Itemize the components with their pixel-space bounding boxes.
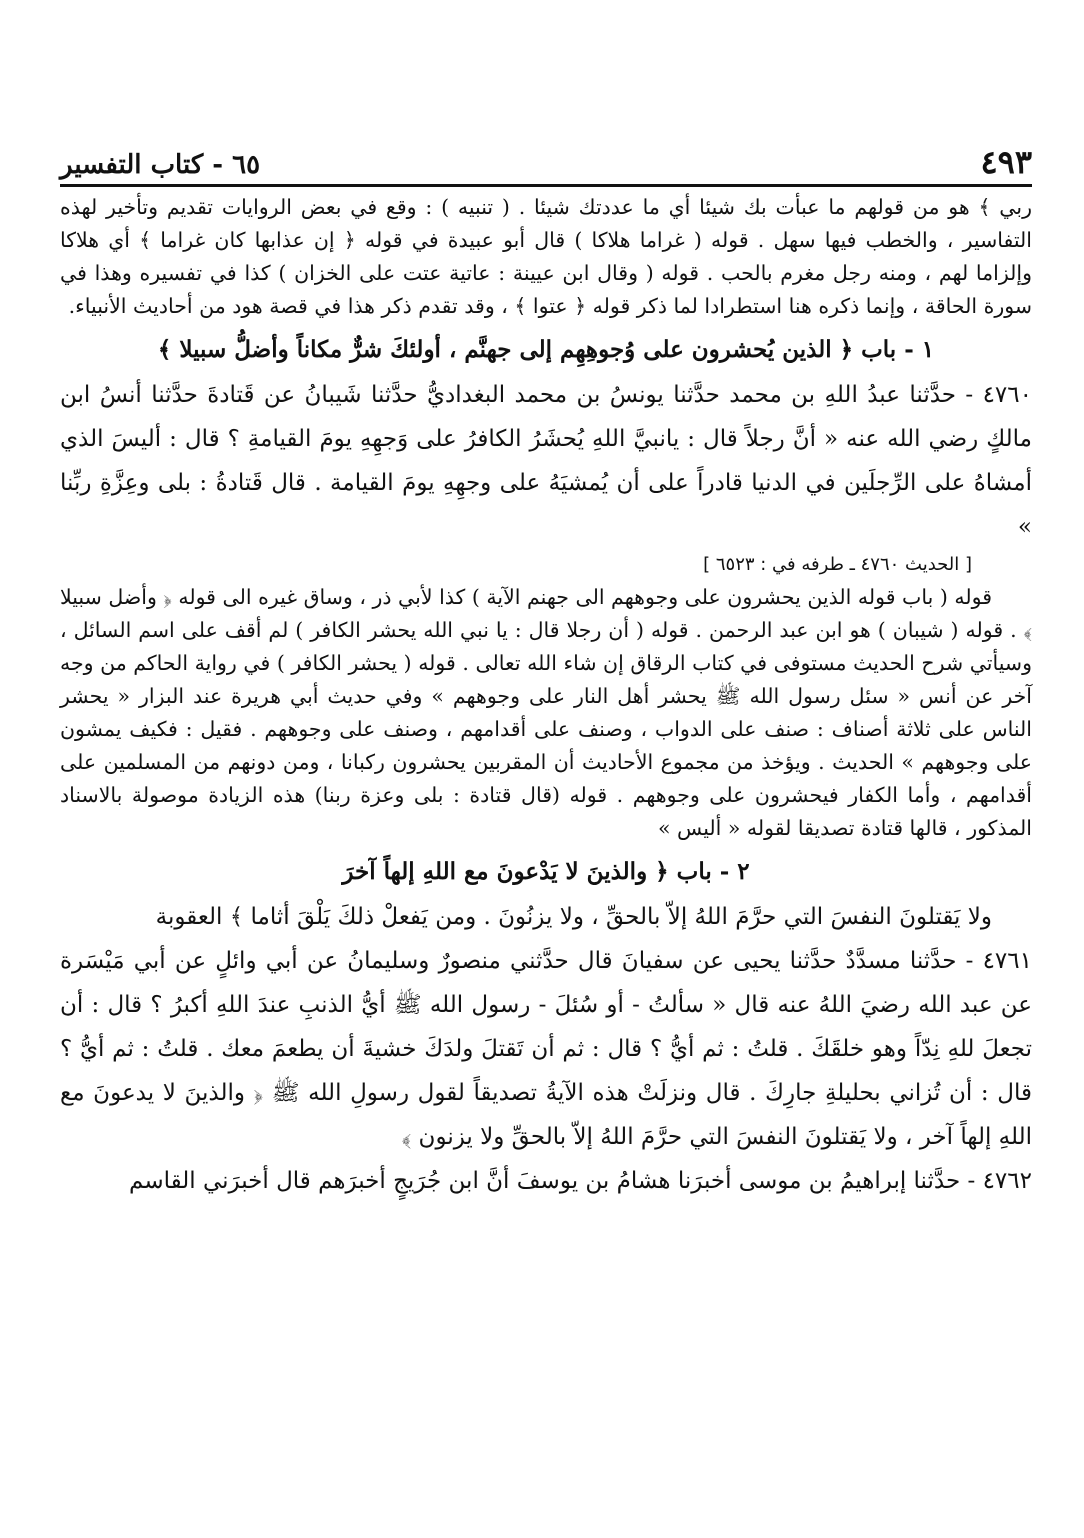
page-number: ٤٩٣ xyxy=(980,143,1032,181)
chapter-heading: ٢ - باب ﴿ والذينَ لا يَدْعونَ مع اللهِ إلهاً آخرَ xyxy=(342,858,750,885)
verse-continuation: ولا يَقتلونَ النفسَ التي حرَّمَ اللهُ إلاّ بالحقِّ ، ولا يزنُونَ . ومن يَفعلْ ذلكَ يَلْقَ أثاما ﴾ العقوبة xyxy=(155,904,992,930)
hadith-cross-reference: [ الحديث ٤٧٦٠ ـ طرفه في : ٦٥٢٣ ] xyxy=(703,554,972,575)
chapter-heading: ١ - باب ﴿ الذين يُحشرون على وُجوهِهِم إلى جهنَّم ، أولئكَ شرٌّ مكاناً وأضلُّ سبيلا ﴾ xyxy=(157,336,935,363)
book-title: ٦٥ - كتاب التفسير xyxy=(60,150,261,180)
commentary-paragraph: قوله ( باب قوله الذين يحشرون على وجوههم الى جهنم الآية ) كذا لأبي ذر ، وساق غيره الى قوله ﴿ وأضل سبيلا ﴾ . قوله ( شيبان ) هو ابن عبد الرحمن . قوله ( أن رجلا قال : يا نبي الله يحشر الكافر ) لم أقف على اسم السائل ، وسيأتي شرح الحديث مستوفى في كتاب الرقاق إن شاء الله تعالى . قوله ( يحشر الكافر ) في رواية الحاكم من وجه آخر عن أنس « سئل رسول الله ﷺ يحشر أهل النار على وجوههم » وفي حديث أبي هريرة عند البزار « يحشر الناس على ثلاثة أصناف : صنف على الدواب ، وصنف على أقدامهم ، وصنف على وجوههم . فقيل : فكيف يمشون على وجوههم » الحديث . ويؤخذ من مجموع الأحاديث أن المقربين يحشرون ركبانا ، ومن دونهم من المسلمين على أقدامهم ، وأما الكفار فيحشرون على وجوههم . قوله (قال قتادة : بلى وعزة ربنا) هذه الزيادة موصولة بالاسناد المذكور ، قالها قتادة تصديقا لقوله « أليس » xyxy=(60,585,1032,840)
hadith-text: ٤٧٦١ - حدَّثنا مسدَّدٌ حدَّثنا يحيى عن سفيانَ قال حدَّثني منصورٌ وسليمانُ عن أبي وائلٍ عن أبي مَيْسَرة عن عبد الله رضيَ اللهُ عنه قال « سألتُ - أو سُئلَ - رسول الله ﷺ أيُّ الذنبِ عندَ اللهِ أكبرُ ؟ قال : أن تجعلَ للهِ نِدّاً وهو خلقَكَ . قلتُ : ثم أيُّ ؟ قال : ثم أن تَقتلَ ولدَكَ خشيةَ أن يطعمَ معك . قلتُ : ثم أيُّ ؟ قال : أن تُزاني بحليلةِ جارِكَ . قال ونزلَتْ هذه الآيةُ تصديقاً لقول رسولِ الله ﷺ ﴿ والذينَ لا يدعونَ مع اللهِ إلهاً آخر ، ولا يَقتلونَ النفسَ التي حرَّمَ اللهُ إلاّ بالحقِّ ولا يزنون ﴾ xyxy=(60,948,1032,1150)
commentary-paragraph: ربي ﴾ هو من قولهم ما عبأت بك شيئا أي ما عددتك شيئا . ( تنبيه ) : وقع في بعض الروايات تقديم وتأخير لهذه التفاسير ، والخطب فيها سهل . قوله ( غراما هلاكا ) قال أبو عبيدة في قوله ﴿ إن عذابها كان غراما ﴾ أي هلاكا وإلزاما لهم ، ومنه رجل مغرم بالحب . قوله ( وقال ابن عيينة : عاتية عتت على الخزان ) كذا في تفسيره وهذا في سورة الحاقة ، وإنما ذكره هنا استطرادا لما ذكر قوله ﴿ عتوا ﴾ ، وقد تقدم ذكر هذا في قصة هود من أحاديث الأنبياء. xyxy=(60,195,1032,318)
page-header xyxy=(60,130,1032,187)
hadith-text: ٤٧٦٠ - حدَّثنا عبدُ اللهِ بن محمد حدَّثنا يونسُ بن محمد البغداديُّ حدَّثنا شَيبانُ عن قَتادةَ حدَّثنا أنسُ ابن مالكٍ رضي الله عنه « أنَّ رجلاً قال : يانبيَّ اللهِ يُحشَرُ الكافرُ على وَجهِهِ يومَ القيامةِ ؟ قال : أليسَ الذي أمشاهُ على الرِّجلَين في الدنيا قادراً على أن يُمشيَهُ على وجهِهِ يومَ القيامة . قال قَتادةُ : بلى وعِزَّةِ ربِّنا » xyxy=(60,382,1032,540)
hadith-text: ٤٧٦٢ - حدَّثنا إبراهيمُ بن موسى أخبرَنا هشامُ بن يوسفَ أنَّ ابن جُرَيجٍ أخبرَهم قال أخبرَني القاسم xyxy=(129,1168,1032,1194)
book-page xyxy=(60,130,1032,1520)
